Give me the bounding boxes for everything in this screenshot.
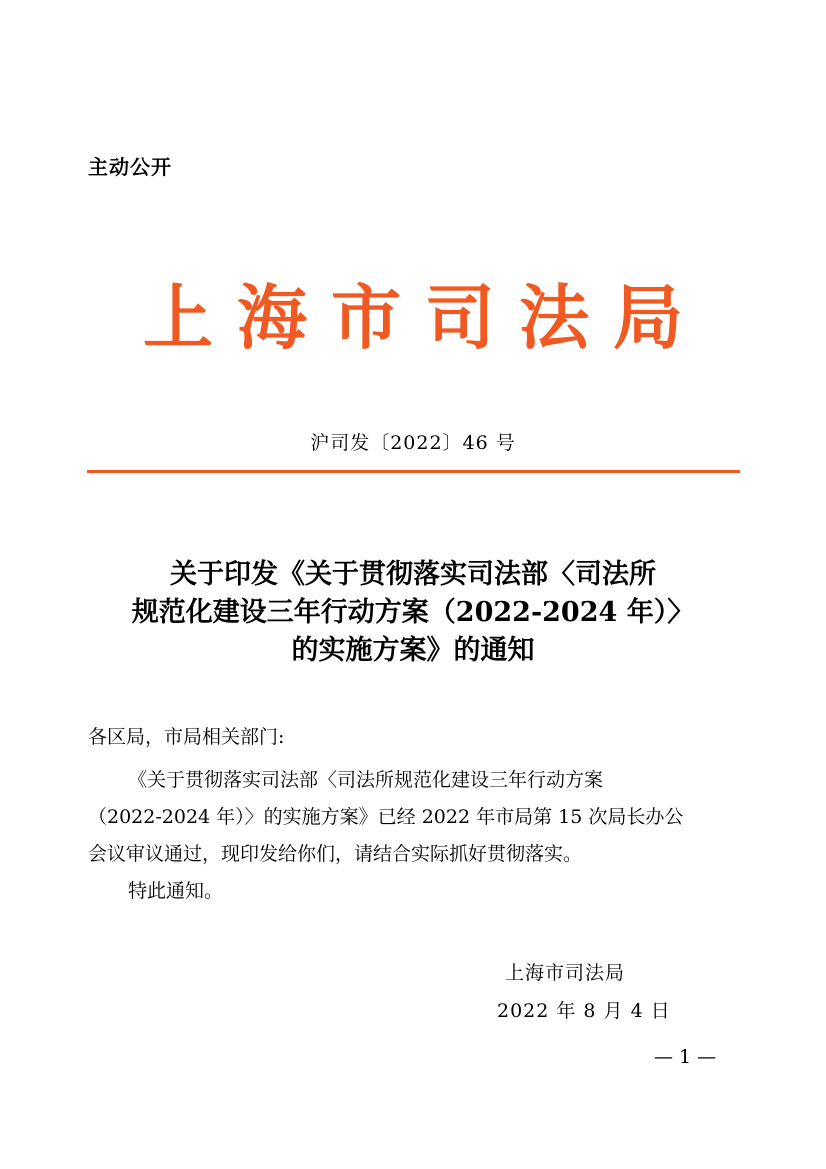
document-number: 沪司发〔2022〕46 号 xyxy=(310,432,516,454)
issuer-header: 上海市司法局 xyxy=(143,276,707,359)
document-title xyxy=(0,556,826,670)
disclosure-label: 主动公开 xyxy=(88,155,172,179)
signature-issuer: 上海市司法局 xyxy=(505,962,626,984)
signature-date: 2022 年 8 月 4 日 xyxy=(497,1000,671,1022)
addressee: 各区局，市局相关部门: xyxy=(88,726,285,748)
closing-remark: 特此通知。 xyxy=(128,880,224,902)
title-line-2: 规范化建设三年行动方案（2022-2024 年）〉 xyxy=(131,597,695,628)
paragraph-line-2: （2022-2024 年）〉的实施方案》已经 2022 年市局第 15 次局长办公 xyxy=(88,806,684,828)
body-paragraph xyxy=(88,762,748,873)
title-line-3: 的实施方案》的通知 xyxy=(291,635,535,666)
paragraph-line-3: 会议审议通过，现印发给你们，请结合实际抓好贯彻落实。 xyxy=(88,843,583,865)
title-line-1: 关于印发《关于贯彻落实司法部〈司法所 xyxy=(170,559,656,590)
page-number: — 1 — xyxy=(654,1046,717,1068)
red-divider xyxy=(87,470,740,473)
paragraph-line-1: 《关于贯彻落实司法部〈司法所规范化建设三年行动方案 xyxy=(128,769,604,791)
